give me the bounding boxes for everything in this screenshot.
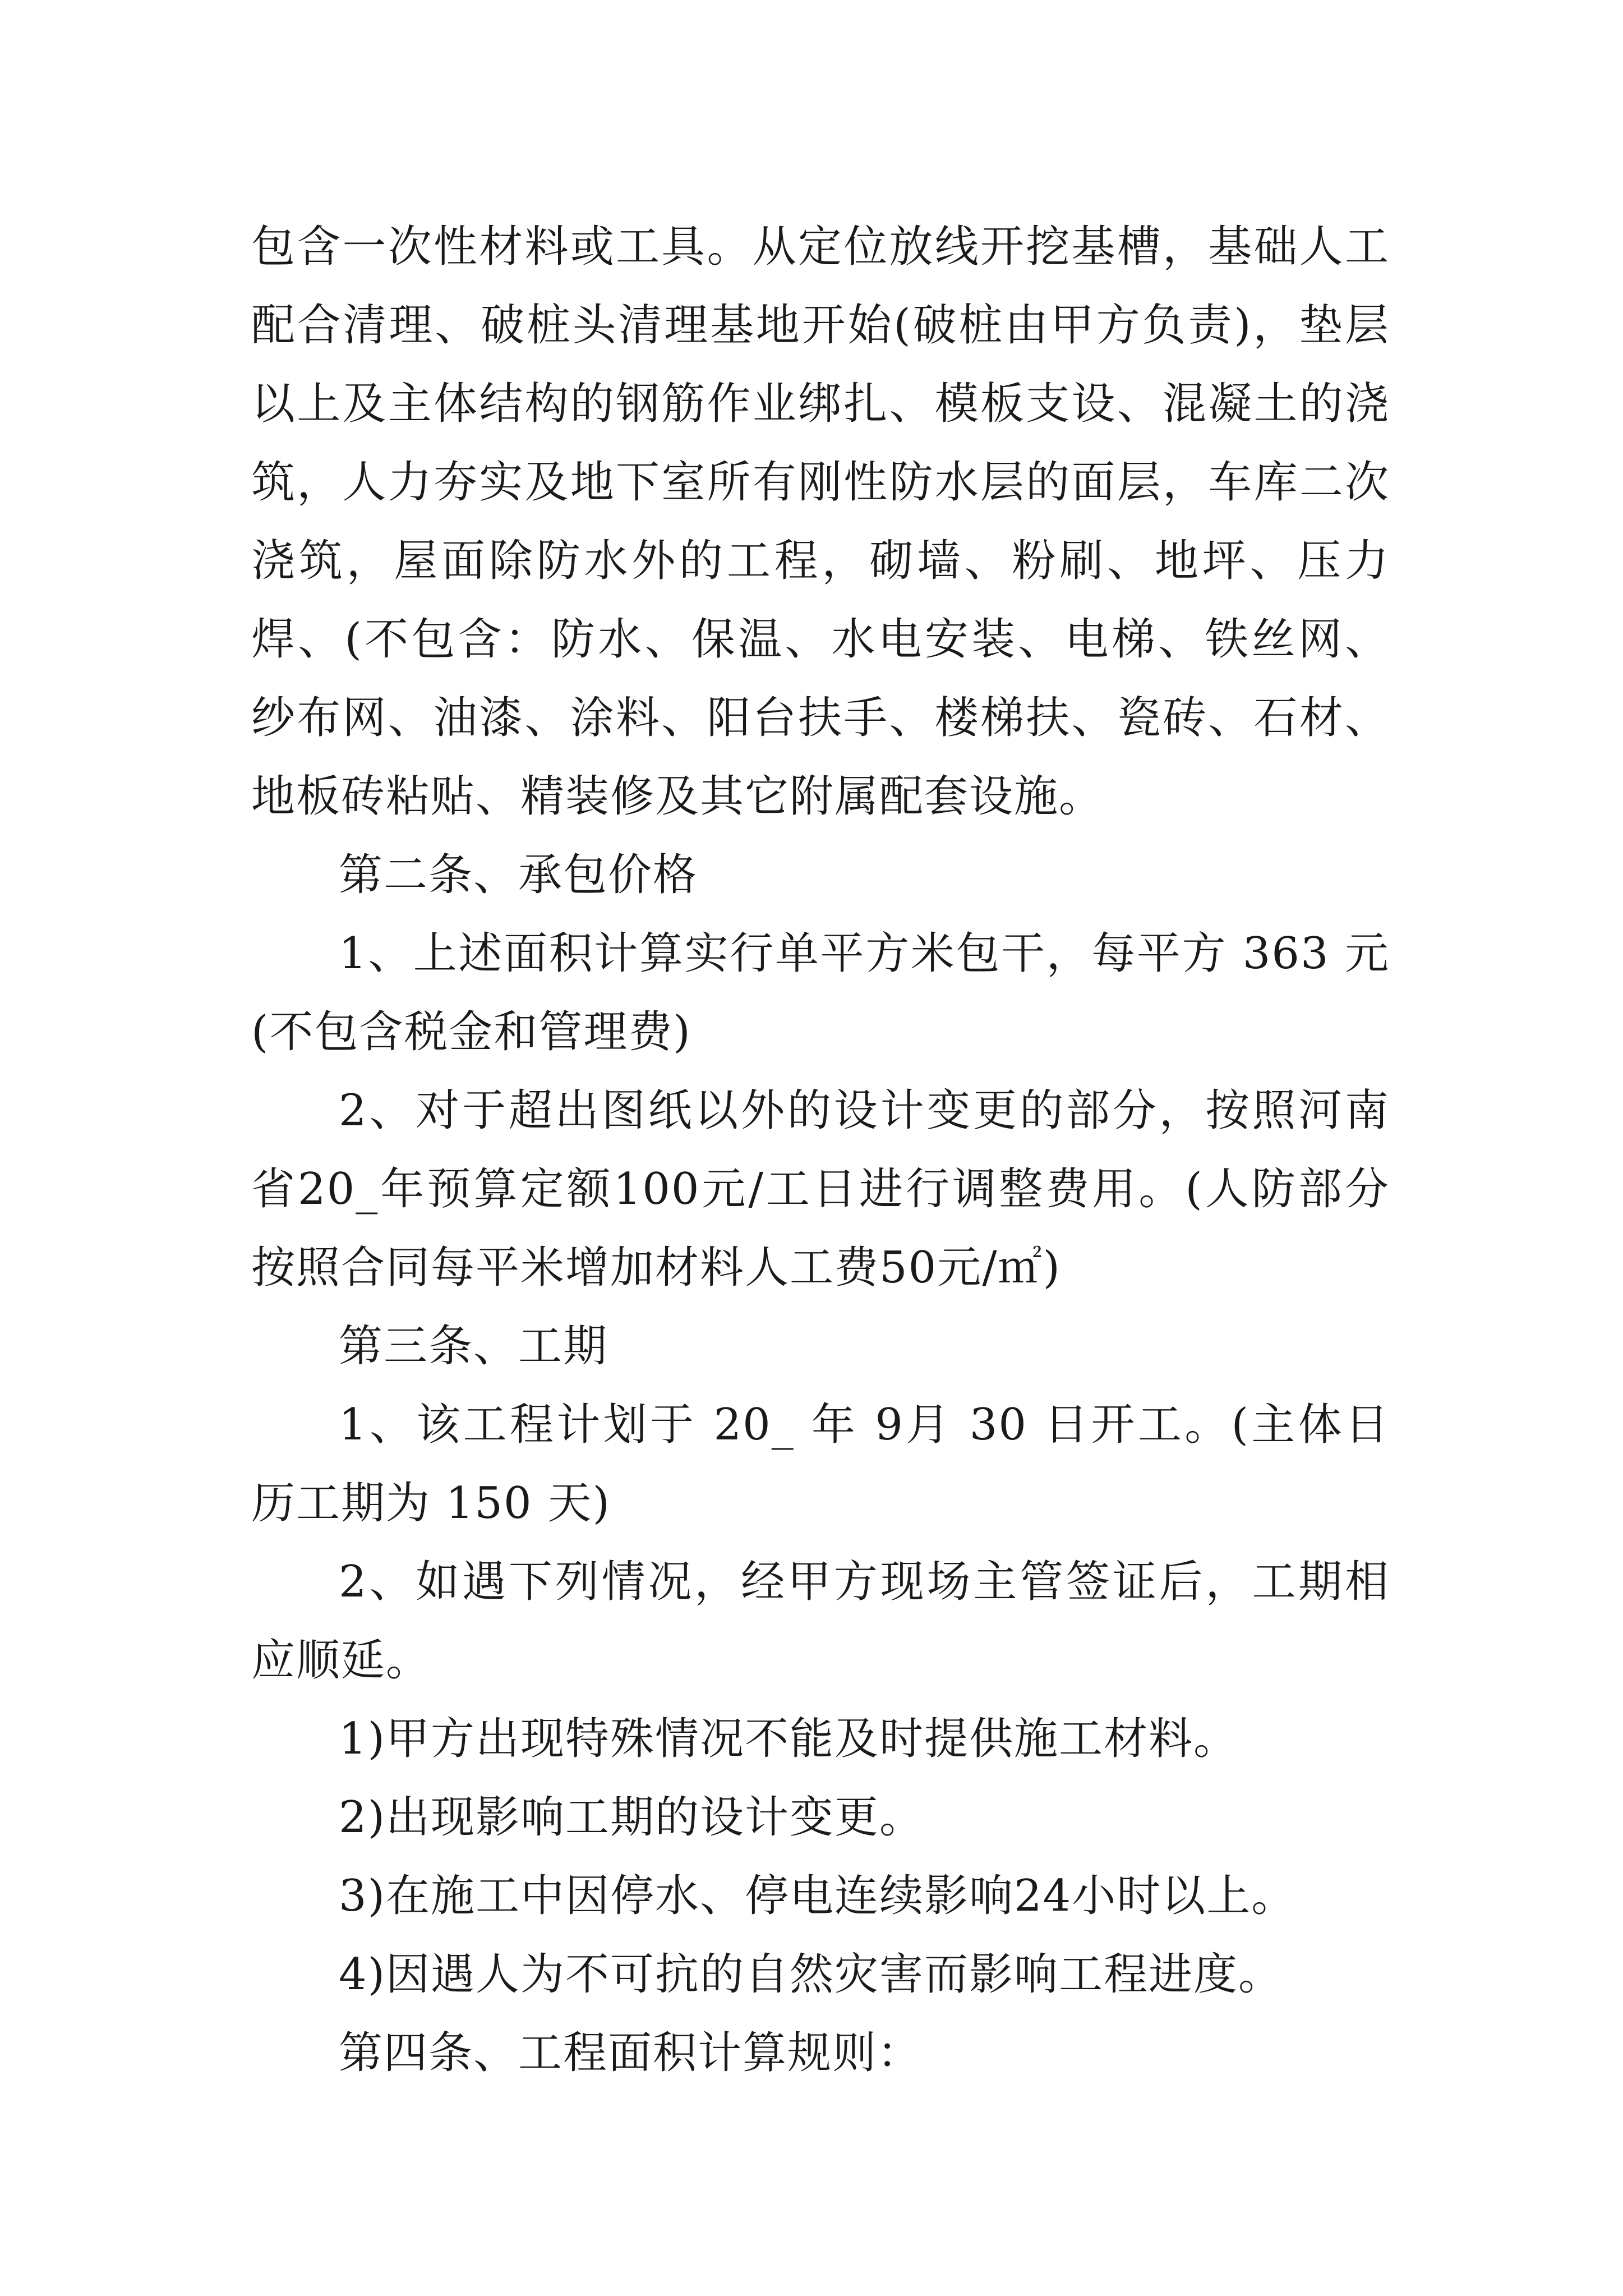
heading-article-3: 第三条、工期: [339, 1321, 608, 1372]
list-item-delay-4: 4)因遇人为不可抗的自然灾害而影响工程进度。: [339, 1949, 1284, 2000]
list-item-delay-1: 1)甲方出现特殊情况不能及时提供施工材料。: [339, 1714, 1239, 1764]
paragraph-scope-of-work: 包含一次性材料或工具。从定位放线开挖基槽，基础人工配合清理、破桩头清理基地开始(破桩由甲方负责)，垫层以上及主体结构的钢筋作业绑扎、模板支设、混凝土的浇筑，人力夯实及地下室所有刚性防水层的面层，车库二次浇筑，屋面除防水外的工程，砌墙、粉刷、地坪、压力焊、(不包含：防水、保温、水电安装、电梯、铁丝网、纱布网、油漆、涂料、阳台扶手、楼梯扶、瓷砖、石材、地板砖粘贴、精装修及其它附属配套设施。: [251, 222, 1390, 822]
list-item-delay-2: 2)出现影响工期的设计变更。: [339, 1792, 925, 1843]
paragraph-schedule-1: 1、该工程计划于 20_ 年 9月 30 日开工。(主体日历工期为 150 天): [251, 1400, 1390, 1529]
paragraph-price-2: 2、对于超出图纸以外的设计变更的部分，按照河南省20_年预算定额100元/工日进行调整费用。(人防部分按照合同每平米增加材料人工费50元/㎡): [251, 1085, 1390, 1293]
paragraph-schedule-2: 2、如遇下列情况，经甲方现场主管签证后，工期相应顺延。: [251, 1557, 1390, 1686]
heading-article-4: 第四条、工程面积计算规则：: [339, 2028, 923, 2078]
heading-article-2: 第二条、承包价格: [339, 850, 698, 900]
list-item-delay-3: 3)在施工中因停水、停电连续影响24小时以上。: [339, 1871, 1297, 1921]
document-body: [251, 208, 1390, 2092]
paragraph-price-1: 1、上述面积计算实行单平方米包干，每平方 363 元(不包含税金和管理费): [251, 928, 1390, 1057]
